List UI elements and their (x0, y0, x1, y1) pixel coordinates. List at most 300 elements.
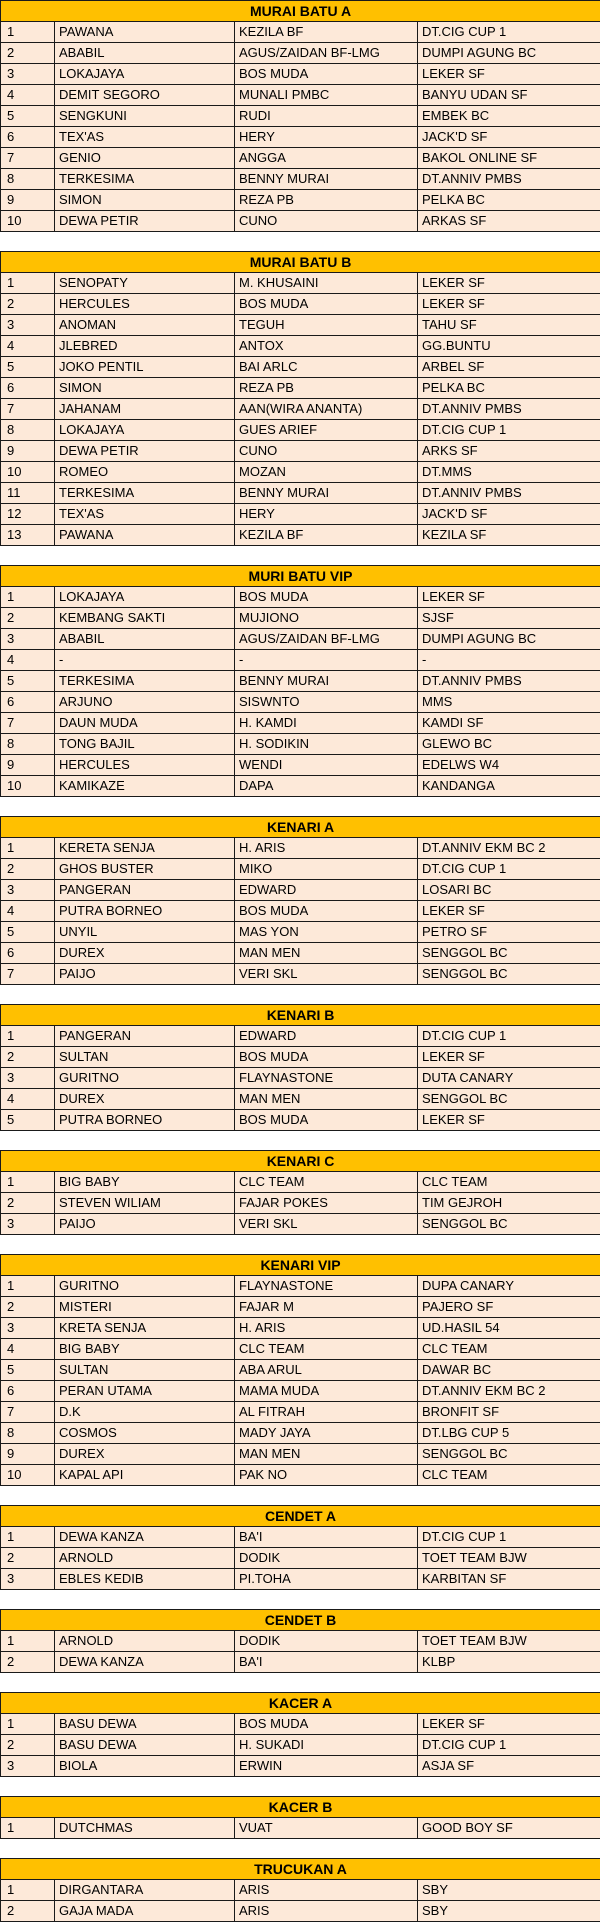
owner-cell: FLAYNASTONE (235, 1068, 418, 1089)
owner-cell: MAN MEN (235, 943, 418, 964)
table-row (1, 169, 600, 190)
team-cell: EDELWS W4 (418, 755, 600, 776)
table-row (1, 1901, 600, 1922)
bird-name-cell: COSMOS (55, 1423, 235, 1444)
bird-name-cell: SENOPATY (55, 273, 235, 294)
table-row (1, 64, 600, 85)
table-row (1, 106, 600, 127)
team-cell: SENGGOL BC (418, 1089, 600, 1110)
bird-name-cell: ARNOLD (55, 1548, 235, 1569)
owner-cell: ARIS (235, 1901, 418, 1922)
section-gap (0, 1235, 600, 1254)
team-cell: DUMPI AGUNG BC (418, 43, 600, 64)
table-row (1, 1068, 600, 1089)
rank-cell: 1 (1, 1527, 55, 1548)
table-row (1, 483, 600, 504)
table-row (1, 776, 600, 797)
bird-name-cell: SULTAN (55, 1047, 235, 1068)
bird-name-cell: HERCULES (55, 755, 235, 776)
category-table (0, 0, 600, 232)
owner-cell: VUAT (235, 1818, 418, 1839)
category-title: KENARI C (1, 1151, 600, 1172)
category-table (0, 1609, 600, 1673)
team-cell: DT.ANNIV PMBS (418, 169, 600, 190)
category-table (0, 1004, 600, 1131)
table-row (1, 713, 600, 734)
category-title: MURAI BATU A (1, 1, 600, 22)
section-gap (0, 1131, 600, 1150)
table-row (1, 148, 600, 169)
rank-cell: 5 (1, 671, 55, 692)
owner-cell: H. SUKADI (235, 1735, 418, 1756)
team-cell: DT.ANNIV PMBS (418, 483, 600, 504)
bird-name-cell: SULTAN (55, 1360, 235, 1381)
table-row (1, 43, 600, 64)
table-row (1, 1026, 600, 1047)
category-table (0, 1692, 600, 1777)
team-cell: LEKER SF (418, 294, 600, 315)
table-row (1, 294, 600, 315)
bird-name-cell: PANGERAN (55, 880, 235, 901)
owner-cell: HERY (235, 127, 418, 148)
rank-cell: 8 (1, 1423, 55, 1444)
bird-name-cell: KEMBANG SAKTI (55, 608, 235, 629)
bird-name-cell: ABABIL (55, 629, 235, 650)
table-row (1, 608, 600, 629)
owner-cell: EDWARD (235, 1026, 418, 1047)
table-row (1, 1735, 600, 1756)
bird-name-cell: PAWANA (55, 22, 235, 43)
team-cell: JACK'D SF (418, 127, 600, 148)
rank-cell: 2 (1, 859, 55, 880)
table-row (1, 755, 600, 776)
team-cell: DT.ANNIV EKM BC 2 (418, 1381, 600, 1402)
team-cell: TOET TEAM BJW (418, 1548, 600, 1569)
team-cell: ASJA SF (418, 1756, 600, 1777)
table-row (1, 1548, 600, 1569)
bird-name-cell: D.K (55, 1402, 235, 1423)
category-title: CENDET A (1, 1506, 600, 1527)
team-cell: LOSARI BC (418, 880, 600, 901)
rank-cell: 1 (1, 1172, 55, 1193)
table-row (1, 1880, 600, 1901)
bird-name-cell: LOKAJAYA (55, 64, 235, 85)
bird-name-cell: ARJUNO (55, 692, 235, 713)
bird-name-cell: PAIJO (55, 964, 235, 985)
rank-cell: 3 (1, 1318, 55, 1339)
bird-name-cell: DUREX (55, 1089, 235, 1110)
owner-cell: FLAYNASTONE (235, 1276, 418, 1297)
category-title: CENDET B (1, 1610, 600, 1631)
table-row (1, 273, 600, 294)
rank-cell: 9 (1, 190, 55, 211)
bird-name-cell: GHOS BUSTER (55, 859, 235, 880)
bird-name-cell: GURITNO (55, 1068, 235, 1089)
section-gap (0, 546, 600, 565)
table-row (1, 859, 600, 880)
bird-name-cell: ARNOLD (55, 1631, 235, 1652)
bird-name-cell: DUREX (55, 943, 235, 964)
owner-cell: CUNO (235, 211, 418, 232)
team-cell: BANYU UDAN SF (418, 85, 600, 106)
table-row (1, 504, 600, 525)
table-row (1, 1756, 600, 1777)
table-row (1, 127, 600, 148)
owner-cell: ARIS (235, 1880, 418, 1901)
rank-cell: 2 (1, 1901, 55, 1922)
bird-name-cell: ABABIL (55, 43, 235, 64)
bird-name-cell: STEVEN WILIAM (55, 1193, 235, 1214)
bird-name-cell: SENGKUNI (55, 106, 235, 127)
rank-cell: 2 (1, 1047, 55, 1068)
owner-cell: BA'I (235, 1652, 418, 1673)
category-header-row (1, 1610, 600, 1631)
rank-cell: 1 (1, 1880, 55, 1901)
table-row (1, 1402, 600, 1423)
team-cell: LEKER SF (418, 901, 600, 922)
bird-name-cell: DEWA KANZA (55, 1652, 235, 1673)
table-row (1, 1818, 600, 1839)
bird-name-cell: JOKO PENTIL (55, 357, 235, 378)
table-row (1, 441, 600, 462)
category-table (0, 1150, 600, 1235)
owner-cell: BOS MUDA (235, 64, 418, 85)
rank-cell: 6 (1, 1381, 55, 1402)
owner-cell: CUNO (235, 441, 418, 462)
owner-cell: CLC TEAM (235, 1339, 418, 1360)
rank-cell: 1 (1, 22, 55, 43)
rank-cell: 10 (1, 211, 55, 232)
owner-cell: BOS MUDA (235, 1047, 418, 1068)
team-cell: DT.CIG CUP 1 (418, 22, 600, 43)
team-cell: DT.LBG CUP 5 (418, 1423, 600, 1444)
owner-cell: SISWNTO (235, 692, 418, 713)
owner-cell: FAJAR M (235, 1297, 418, 1318)
owner-cell: CLC TEAM (235, 1172, 418, 1193)
rank-cell: 3 (1, 64, 55, 85)
category-header-row (1, 566, 600, 587)
category-title: KACER B (1, 1797, 600, 1818)
team-cell: DT.CIG CUP 1 (418, 1527, 600, 1548)
category-header-row (1, 252, 600, 273)
rank-cell: 4 (1, 901, 55, 922)
table-row (1, 1276, 600, 1297)
table-row (1, 1339, 600, 1360)
category-table (0, 565, 600, 797)
category-title: KENARI VIP (1, 1255, 600, 1276)
category-table (0, 1858, 600, 1922)
team-cell: KAMDI SF (418, 713, 600, 734)
category-header-row (1, 817, 600, 838)
bird-name-cell: LOKAJAYA (55, 587, 235, 608)
team-cell: DT.CIG CUP 1 (418, 859, 600, 880)
team-cell: LEKER SF (418, 1714, 600, 1735)
rank-cell: 2 (1, 608, 55, 629)
table-row (1, 1527, 600, 1548)
bird-name-cell: PANGERAN (55, 1026, 235, 1047)
owner-cell: AGUS/ZAIDAN BF-LMG (235, 629, 418, 650)
rank-cell: 4 (1, 650, 55, 671)
team-cell: DT.CIG CUP 1 (418, 1735, 600, 1756)
table-row (1, 1172, 600, 1193)
owner-cell: BOS MUDA (235, 294, 418, 315)
bird-name-cell: ANOMAN (55, 315, 235, 336)
rank-cell: 4 (1, 1339, 55, 1360)
team-cell: DT.CIG CUP 1 (418, 1026, 600, 1047)
rank-cell: 7 (1, 964, 55, 985)
team-cell: LEKER SF (418, 273, 600, 294)
table-row (1, 399, 600, 420)
bird-name-cell: TEX'AS (55, 127, 235, 148)
bird-name-cell: LOKAJAYA (55, 420, 235, 441)
rank-cell: 11 (1, 483, 55, 504)
table-row (1, 922, 600, 943)
table-row (1, 1569, 600, 1590)
rank-cell: 1 (1, 587, 55, 608)
bird-name-cell: ROMEO (55, 462, 235, 483)
team-cell: CLC TEAM (418, 1172, 600, 1193)
team-cell: BAKOL ONLINE SF (418, 148, 600, 169)
rank-cell: 3 (1, 1068, 55, 1089)
rank-cell: 2 (1, 294, 55, 315)
bird-name-cell: PERAN UTAMA (55, 1381, 235, 1402)
owner-cell: BAI ARLC (235, 357, 418, 378)
owner-cell: TEGUH (235, 315, 418, 336)
owner-cell: ANTOX (235, 336, 418, 357)
owner-cell: H. SODIKIN (235, 734, 418, 755)
rank-cell: 3 (1, 629, 55, 650)
rank-cell: 5 (1, 1360, 55, 1381)
owner-cell: MAN MEN (235, 1089, 418, 1110)
rank-cell: 8 (1, 420, 55, 441)
bird-name-cell: UNYIL (55, 922, 235, 943)
rank-cell: 1 (1, 1026, 55, 1047)
owner-cell: BENNY MURAI (235, 169, 418, 190)
bird-name-cell: TONG BAJIL (55, 734, 235, 755)
bird-name-cell: KAMIKAZE (55, 776, 235, 797)
rank-cell: 2 (1, 1297, 55, 1318)
table-row (1, 1444, 600, 1465)
bird-name-cell: SIMON (55, 190, 235, 211)
rank-cell: 8 (1, 169, 55, 190)
rank-cell: 1 (1, 838, 55, 859)
owner-cell: GUES ARIEF (235, 420, 418, 441)
table-row (1, 1631, 600, 1652)
team-cell: PETRO SF (418, 922, 600, 943)
bird-name-cell: HERCULES (55, 294, 235, 315)
team-cell: TOET TEAM BJW (418, 1631, 600, 1652)
category-table (0, 816, 600, 985)
team-cell: KARBITAN SF (418, 1569, 600, 1590)
table-row (1, 1360, 600, 1381)
owner-cell: BOS MUDA (235, 587, 418, 608)
team-cell: SENGGOL BC (418, 1444, 600, 1465)
owner-cell: DODIK (235, 1548, 418, 1569)
team-cell: LEKER SF (418, 1110, 600, 1131)
bird-name-cell: PAWANA (55, 525, 235, 546)
rank-cell: 3 (1, 1756, 55, 1777)
team-cell: CLC TEAM (418, 1339, 600, 1360)
table-row (1, 378, 600, 399)
owner-cell: - (235, 650, 418, 671)
rank-cell: 4 (1, 85, 55, 106)
category-title: TRUCUKAN A (1, 1859, 600, 1880)
rank-cell: 3 (1, 1214, 55, 1235)
owner-cell: RUDI (235, 106, 418, 127)
category-table (0, 251, 600, 546)
team-cell: DT.ANNIV PMBS (418, 399, 600, 420)
section-gap (0, 1673, 600, 1692)
category-title: KACER A (1, 1693, 600, 1714)
rank-cell: 7 (1, 713, 55, 734)
rank-cell: 5 (1, 357, 55, 378)
team-cell: UD.HASIL 54 (418, 1318, 600, 1339)
team-cell: DT.ANNIV PMBS (418, 671, 600, 692)
bird-name-cell: PAIJO (55, 1214, 235, 1235)
team-cell: ARBEL SF (418, 357, 600, 378)
table-row (1, 692, 600, 713)
owner-cell: MADY JAYA (235, 1423, 418, 1444)
team-cell: DT.ANNIV EKM BC 2 (418, 838, 600, 859)
table-row (1, 650, 600, 671)
owner-cell: MUNALI PMBC (235, 85, 418, 106)
rank-cell: 6 (1, 378, 55, 399)
rank-cell: 2 (1, 1652, 55, 1673)
table-row (1, 1318, 600, 1339)
table-row (1, 1089, 600, 1110)
table-row (1, 1297, 600, 1318)
team-cell: LEKER SF (418, 64, 600, 85)
team-cell: DUMPI AGUNG BC (418, 629, 600, 650)
table-row (1, 336, 600, 357)
owner-cell: REZA PB (235, 190, 418, 211)
bird-name-cell: PUTRA BORNEO (55, 1110, 235, 1131)
team-cell: GLEWO BC (418, 734, 600, 755)
owner-cell: DAPA (235, 776, 418, 797)
rank-cell: 13 (1, 525, 55, 546)
owner-cell: PAK NO (235, 1465, 418, 1486)
owner-cell: WENDI (235, 755, 418, 776)
owner-cell: BOS MUDA (235, 1714, 418, 1735)
team-cell: KLBP (418, 1652, 600, 1673)
owner-cell: M. KHUSAINI (235, 273, 418, 294)
owner-cell: AAN(WIRA ANANTA) (235, 399, 418, 420)
category-header-row (1, 1255, 600, 1276)
team-cell: DT.CIG CUP 1 (418, 420, 600, 441)
table-row (1, 315, 600, 336)
section-gap (0, 1590, 600, 1609)
team-cell: ARKAS SF (418, 211, 600, 232)
category-table (0, 1505, 600, 1590)
bird-name-cell: EBLES KEDIB (55, 1569, 235, 1590)
bird-name-cell: KAPAL API (55, 1465, 235, 1486)
rank-cell: 3 (1, 315, 55, 336)
table-row (1, 22, 600, 43)
bird-name-cell: BIOLA (55, 1756, 235, 1777)
team-cell: SJSF (418, 608, 600, 629)
table-row (1, 838, 600, 859)
rank-cell: 7 (1, 399, 55, 420)
rank-cell: 1 (1, 1818, 55, 1839)
team-cell: DAWAR BC (418, 1360, 600, 1381)
bird-name-cell: JLEBRED (55, 336, 235, 357)
owner-cell: MUJIONO (235, 608, 418, 629)
rank-cell: 6 (1, 692, 55, 713)
owner-cell: BOS MUDA (235, 1110, 418, 1131)
table-row (1, 629, 600, 650)
bird-name-cell: PUTRA BORNEO (55, 901, 235, 922)
owner-cell: BENNY MURAI (235, 671, 418, 692)
category-header-row (1, 1, 600, 22)
bird-name-cell: TERKESIMA (55, 671, 235, 692)
owner-cell: ANGGA (235, 148, 418, 169)
rank-cell: 9 (1, 441, 55, 462)
team-cell: SBY (418, 1880, 600, 1901)
table-row (1, 671, 600, 692)
category-header-row (1, 1151, 600, 1172)
table-row (1, 1652, 600, 1673)
table-row (1, 901, 600, 922)
team-cell: TAHU SF (418, 315, 600, 336)
team-cell: EMBEK BC (418, 106, 600, 127)
rank-cell: 10 (1, 776, 55, 797)
bird-name-cell: DAUN MUDA (55, 713, 235, 734)
owner-cell: ERWIN (235, 1756, 418, 1777)
bird-name-cell: GENIO (55, 148, 235, 169)
owner-cell: KEZILA BF (235, 525, 418, 546)
rank-cell: 7 (1, 1402, 55, 1423)
bird-name-cell: DUREX (55, 1444, 235, 1465)
table-row (1, 525, 600, 546)
team-cell: SBY (418, 1901, 600, 1922)
rank-cell: 1 (1, 1276, 55, 1297)
bird-name-cell: DEWA KANZA (55, 1527, 235, 1548)
owner-cell: MOZAN (235, 462, 418, 483)
owner-cell: VERI SKL (235, 1214, 418, 1235)
category-header-row (1, 1005, 600, 1026)
team-cell: PELKA BC (418, 190, 600, 211)
table-row (1, 1110, 600, 1131)
bird-name-cell: MISTERI (55, 1297, 235, 1318)
section-gap (0, 1777, 600, 1796)
rank-cell: 9 (1, 1444, 55, 1465)
table-row (1, 190, 600, 211)
category-title: MURAI BATU B (1, 252, 600, 273)
owner-cell: BA'I (235, 1527, 418, 1548)
team-cell: GG.BUNTU (418, 336, 600, 357)
table-row (1, 1047, 600, 1068)
rank-cell: 7 (1, 148, 55, 169)
owner-cell: HERY (235, 504, 418, 525)
table-row (1, 211, 600, 232)
category-title: KENARI A (1, 817, 600, 838)
table-row (1, 587, 600, 608)
category-header-row (1, 1693, 600, 1714)
bird-name-cell: TEX'AS (55, 504, 235, 525)
team-cell: CLC TEAM (418, 1465, 600, 1486)
owner-cell: FAJAR POKES (235, 1193, 418, 1214)
rank-cell: 10 (1, 462, 55, 483)
table-row (1, 420, 600, 441)
rank-cell: 5 (1, 922, 55, 943)
category-header-row (1, 1859, 600, 1880)
team-cell: MMS (418, 692, 600, 713)
category-header-row (1, 1797, 600, 1818)
bird-name-cell: TERKESIMA (55, 169, 235, 190)
bird-name-cell: TERKESIMA (55, 483, 235, 504)
rank-cell: 8 (1, 734, 55, 755)
team-cell: PAJERO SF (418, 1297, 600, 1318)
